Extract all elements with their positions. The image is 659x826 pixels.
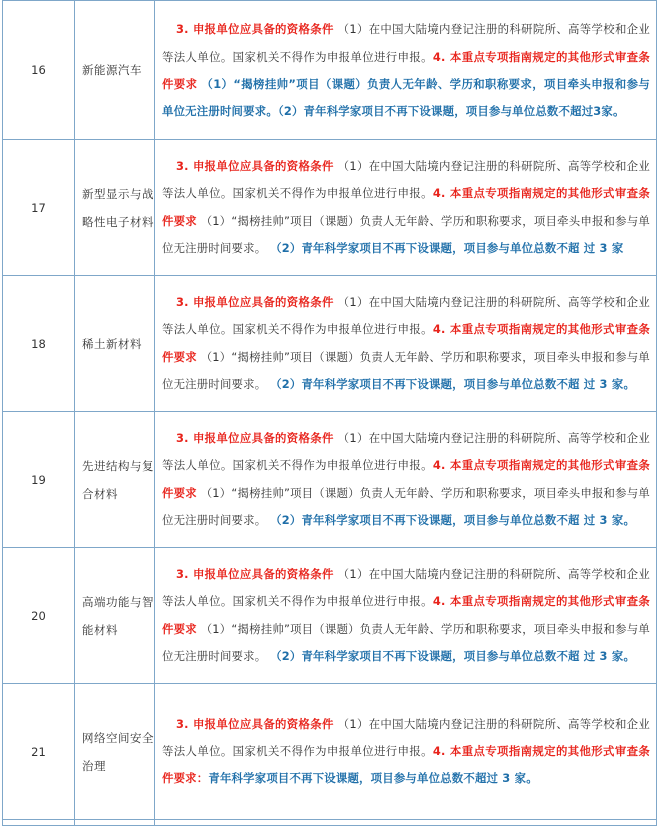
table-row [3, 548, 657, 684]
review-text: （1）“揭榜挂帅”项目（课题）负责人无年龄、学历和职称要求，项目牵头申报和参与单位无注册时间要求。 [162, 213, 650, 255]
qualification-text: （1）在中国大陆境内登记注册的科研院所、高等学校和企业 等法人单位。国家机关不得作为申报单位进行申报。 [162, 294, 650, 337]
qualification-text: （1）在中国大陆境内登记注册的科研院所、高等学校和企业 等法人单位。国家机关不得作为申报单位进行申报。 [162, 716, 650, 758]
review-text: （1）“揭榜挂帅”项目（课题）负责人无年龄、学历和职称要求，项目牵头申报和参与单位无注册时间要求。 [162, 485, 650, 527]
requirements-cell [155, 684, 657, 820]
empty-cell [155, 820, 657, 826]
project-name: 先进结构与复合材料 [75, 412, 155, 548]
review-heading: 4. 本重点专项指南规定的其他形式审查条件要求 [162, 594, 650, 636]
review-text-1: （1）“揭榜挂帅”项目（课题）负责人无年龄、学历和职称要求，项目牵头申报和参与单位无注册时间要求。 [162, 77, 650, 119]
qualification-heading: 3. 申报单位应具备的资格条件 [176, 566, 334, 581]
requirements-cell [155, 1, 657, 140]
review-heading: 4. 本重点专项指南规定的其他形式审查条件要求 [162, 186, 650, 228]
review-heading: 4. 本重点专项指南规定的其他形式审查条件要求 [162, 458, 650, 500]
row-number: 21 [3, 684, 75, 820]
review-text-blue: （2）青年科学家项目不再下设课题，项目参与单位总数不超 过 3 家。 [270, 376, 636, 391]
row-number: 18 [3, 276, 75, 412]
requirements-cell [155, 140, 657, 276]
row-number: 17 [3, 140, 75, 276]
review-text-blue: （2）青年科学家项目不再下设课题，项目参与单位总数不超 过 3 家。 [270, 512, 636, 527]
empty-cell [75, 820, 155, 826]
qualification-heading: 3. 申报单位应具备的资格条件 [176, 22, 334, 37]
table-row-partial [3, 820, 657, 826]
qualification-text: （1）在中国大陆境内登记注册的科研院所、高等学校和企业 等法人单位。国家机关不得作为申报单位进行申报。 [162, 566, 650, 609]
requirements-cell [155, 276, 657, 412]
project-name: 稀土新材料 [75, 276, 155, 412]
project-name: 网络空间安全治理 [75, 684, 155, 820]
qualification-heading: 3. 申报单位应具备的资格条件 [176, 294, 334, 309]
requirements-cell [155, 412, 657, 548]
project-name: 高端功能与智能材料 [75, 548, 155, 684]
qualification-heading: 3. 申报单位应具备的资格条件 [176, 716, 334, 731]
review-text: （1）“揭榜挂帅”项目（课题）负责人无年龄、学历和职称要求，项目牵头申报和参与单位无注册时间要求。 [162, 621, 650, 663]
empty-cell [3, 820, 75, 826]
table-row [3, 412, 657, 548]
qualification-heading: 3. 申报单位应具备的资格条件 [176, 430, 334, 445]
review-text-blue: 青年科学家项目不再下设课题，项目参与单位总数不超过 3 家。 [208, 771, 538, 786]
qualification-heading: 3. 申报单位应具备的资格条件 [176, 158, 334, 173]
review-heading: 4. 本重点专项指南规定的其他形式审查条件要求 [162, 322, 650, 364]
table-row [3, 276, 657, 412]
table-row [3, 684, 657, 820]
qualification-text: （1）在中国大陆境内登记注册的科研院所、高等学校和企业 等法人单位。国家机关不得作为申报单位进行申报。 [162, 158, 650, 201]
review-heading: 4. 本重点专项指南规定的其他形式审查条件要求 [162, 49, 650, 91]
table-row [3, 1, 657, 140]
review-text-blue: （2）青年科学家项目不再下设课题，项目参与单位总数不超 过 3 家。 [270, 648, 636, 663]
review-heading: 4. 本重点专项指南规定的其他形式审查条件要求： [162, 743, 650, 786]
row-number: 19 [3, 412, 75, 548]
project-name: 新型显示与战略性电子材料 [75, 140, 155, 276]
guide-table [2, 0, 657, 826]
qualification-text: （1）在中国大陆境内登记注册的科研院所、高等学校和企业 等法人单位。国家机关不得作为申报单位进行申报。 [162, 430, 650, 473]
row-number: 20 [3, 548, 75, 684]
review-text-blue: （2）青年科学家项目不再下设课题，项目参与单位总数不超 过 3 家 [270, 240, 624, 255]
qualification-text: （1）在中国大陆境内登记注册的科研院所、高等学校和企业等法人单位。国家机关不得作为申报单位进行申报。 [162, 22, 650, 64]
review-text-2: （2）青年科学家项目不再下设课题，项目参与单位总数不超过3家。 [277, 104, 625, 119]
review-text: （1）“揭榜挂帅”项目（课题）负责人无年龄、学历和职称要求，项目牵头申报和参与单位无注册时间要求。 [162, 349, 650, 391]
row-number: 16 [3, 1, 75, 140]
project-name: 新能源汽车 [75, 1, 155, 140]
table-row [3, 140, 657, 276]
requirements-cell [155, 548, 657, 684]
